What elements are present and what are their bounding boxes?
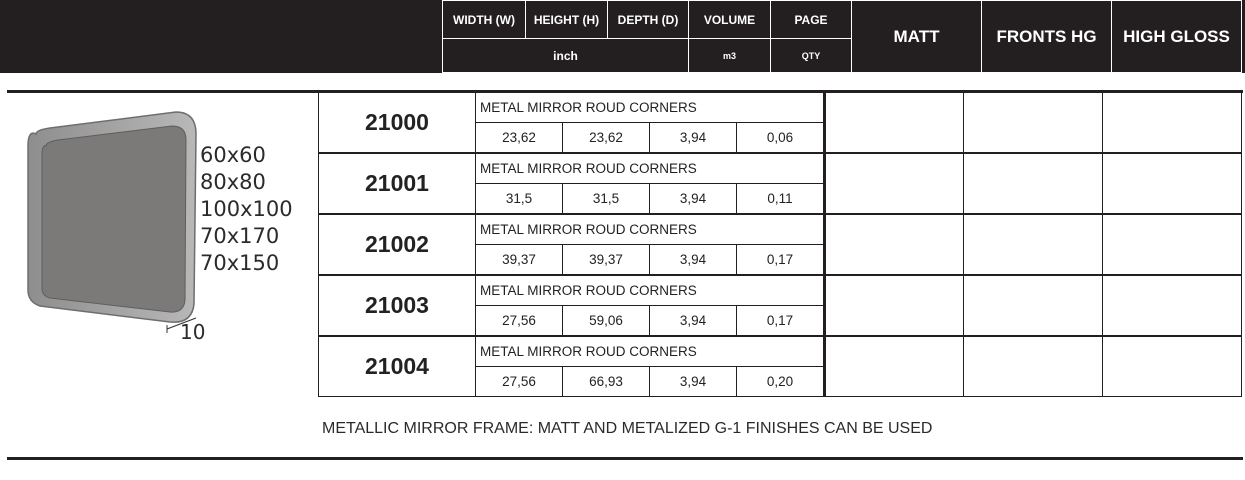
divider-bottom <box>7 457 1243 460</box>
matt-cell <box>824 153 964 214</box>
height-value: 59,06 <box>562 305 650 336</box>
product-code: 21001 <box>318 153 476 214</box>
volume-header: VOLUME <box>688 0 771 39</box>
table-row <box>318 92 1242 153</box>
high-gloss-header: HIGH GLOSS <box>1111 0 1242 73</box>
size-item: 60x60 <box>200 143 266 167</box>
high-gloss-cell <box>1102 92 1242 153</box>
matt-cell <box>824 214 964 275</box>
table-row <box>318 214 1242 275</box>
width-value: 31,5 <box>475 183 563 214</box>
qty-unit: QTY <box>770 38 852 73</box>
volume-unit: m3 <box>688 38 771 73</box>
product-description: METAL MIRROR ROUD CORNERS <box>475 153 825 184</box>
high-gloss-cell <box>1102 153 1242 214</box>
fronts-hg-cell <box>963 336 1103 397</box>
height-value: 23,62 <box>562 122 650 153</box>
depth-dimension-label: 10 <box>180 320 206 344</box>
fronts-hg-header: FRONTS HG <box>981 0 1112 73</box>
volume-value: 0,06 <box>736 122 824 153</box>
finish-note: METALLIC MIRROR FRAME: MATT AND METALIZED G-1 FINISHES CAN BE USED <box>322 420 933 437</box>
height-value: 66,93 <box>562 366 650 397</box>
height-header: HEIGHT (H) <box>525 0 608 39</box>
volume-value: 0,11 <box>736 183 824 214</box>
table-header <box>0 0 1245 73</box>
available-sizes <box>200 142 293 277</box>
depth-value: 3,94 <box>649 244 737 275</box>
matt-cell <box>824 92 964 153</box>
volume-value: 0,20 <box>736 366 824 397</box>
high-gloss-cell <box>1102 214 1242 275</box>
dimension-unit: inch <box>442 38 689 73</box>
size-item: 80x80 <box>200 170 266 194</box>
volume-value: 0,17 <box>736 244 824 275</box>
size-item: 70x150 <box>200 251 280 275</box>
depth-value: 3,94 <box>649 122 737 153</box>
depth-value: 3,94 <box>649 183 737 214</box>
volume-value: 0,17 <box>736 305 824 336</box>
product-description: METAL MIRROR ROUD CORNERS <box>475 275 825 306</box>
width-value: 23,62 <box>475 122 563 153</box>
size-item: 100x100 <box>200 197 293 221</box>
table-row <box>318 336 1242 397</box>
width-header: WIDTH (W) <box>442 0 526 39</box>
fronts-hg-cell <box>963 92 1103 153</box>
fronts-hg-cell <box>963 214 1103 275</box>
page-header: PAGE <box>770 0 852 39</box>
product-code: 21002 <box>318 214 476 275</box>
width-value: 27,56 <box>475 366 563 397</box>
product-description: METAL MIRROR ROUD CORNERS <box>475 92 825 123</box>
size-item: 70x170 <box>200 224 280 248</box>
matt-cell <box>824 275 964 336</box>
high-gloss-cell <box>1102 275 1242 336</box>
high-gloss-cell <box>1102 336 1242 397</box>
product-description: METAL MIRROR ROUD CORNERS <box>475 336 825 367</box>
product-code: 21003 <box>318 275 476 336</box>
depth-header: DEPTH (D) <box>607 0 689 39</box>
product-code: 21000 <box>318 92 476 153</box>
table-row <box>318 153 1242 214</box>
fronts-hg-cell <box>963 153 1103 214</box>
matt-cell <box>824 336 964 397</box>
product-description: METAL MIRROR ROUD CORNERS <box>475 214 825 245</box>
width-value: 27,56 <box>475 305 563 336</box>
table-row <box>318 275 1242 336</box>
depth-value: 3,94 <box>649 366 737 397</box>
height-value: 39,37 <box>562 244 650 275</box>
width-value: 39,37 <box>475 244 563 275</box>
height-value: 31,5 <box>562 183 650 214</box>
product-code: 21004 <box>318 336 476 397</box>
matt-header: MATT <box>851 0 982 73</box>
depth-value: 3,94 <box>649 305 737 336</box>
fronts-hg-cell <box>963 275 1103 336</box>
